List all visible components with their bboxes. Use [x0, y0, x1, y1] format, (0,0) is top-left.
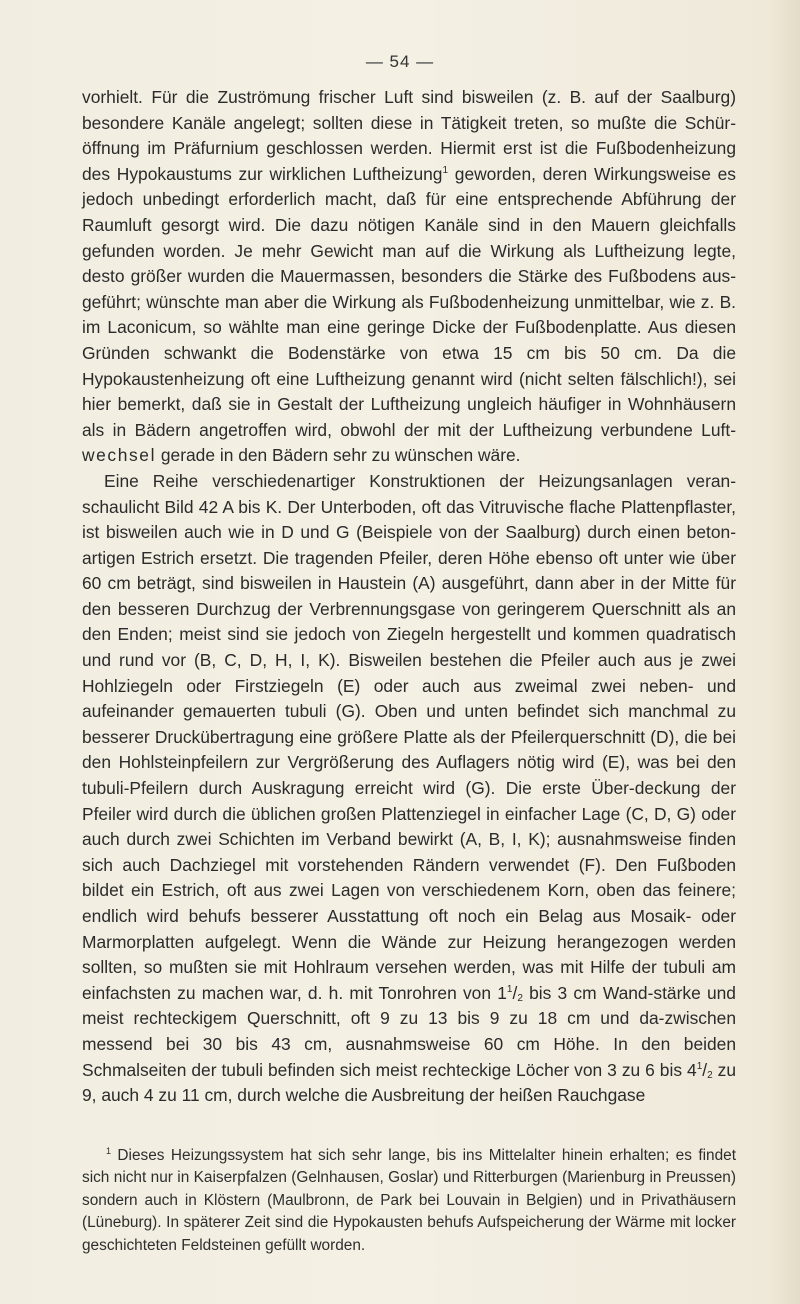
fraction: $4^1/_2$	[687, 1059, 713, 1081]
fraction-denominator: 2	[707, 1069, 713, 1081]
fraction-numerator: 1	[506, 983, 513, 995]
fraction: $1^1/_2$	[497, 982, 523, 1004]
fraction-denominator: 2	[517, 992, 523, 1004]
fraction-whole: 4	[687, 1059, 697, 1080]
footnote-paragraph	[82, 1145, 736, 1257]
fraction-whole: 1	[497, 982, 507, 1003]
text-run: vorhielt. Für die Zuströmung frischer Luft sind bisweilen (z. B. auf der Saalburg) besondere Kanäle angelegt; sollten diese in Tätigkeit treten, so mußte die Schür-öffnung im Präfurnium geschlossen werden. Hiermit erst ist die Fußbodenheizung des Hypokaustums zur wirklichen Luftheizung	[82, 87, 736, 184]
text-run: geworden, deren Wirkungsweise es jedoch unbedingt erforderlich macht, daß für eine entsprechende Abführung der Raumluft gesorgt wird. Die dazu nötigen Kanäle sind in den Mauern gleichfalls gefunden worden. Je mehr Gewicht man auf die Wirkung als Luftheizung legte, desto größer wurden die Mauermassen, besonders die Stärke des Fußbodens aus-geführt; wünschte man aber die Wirkung als Fußbodenheizung unmittelbar, wie z. B. im Laconicum, so wählte man eine geringe Dicke der Fußbodenplatte. Aus diesen Gründen schwankt die Bodenstärke von etwa 15 cm bis 50 cm. Da die Hypokaustenheizung oft eine Luftheizung genannt wird (nicht selten fälschlich!), sei hier bemerkt, daß sie in Gestalt der Luftheizung ungleich häufiger in Wohnhäusern als in Bädern angetroffen wird, obwohl der mit der Luftheizung verbundene Luft-	[82, 163, 736, 440]
text-run: zu 9, auch 4 zu 11 cm, durch welche die Ausbreitung der heißen Rauchgase	[82, 1059, 736, 1106]
footnote-marker: 1	[106, 1146, 112, 1156]
text-run: Eine Reihe verschiedenartiger Konstruktionen der Heizungsanlagen veran-schaulicht Bild 42 A bis K. Der Unterboden, oft das Vitruvische flache Plattenpflaster, ist bisweilen auch wie in D und G (Beispiele von der Saalburg) durch einen beton-artigen Estrich ersetzt. Die tragenden Pfeiler, deren Höhe ebenso oft unter wie über 60 cm beträgt, sind bisweilen in Haustein (A) ausgeführt, dann aber in der Mitte für den besseren Durchzug der Verbrennungsgase von geringerem Querschnitt als an den Enden; meist sind sie jedoch von Ziegeln hergestellt und kommen quadratisch und rund vor (B, C, D, H, I, K). Bisweilen bestehen die Pfeiler auch aus je zwei Hohlziegeln oder Firstziegeln (E) oder auch aus zweimal zwei neben- und aufeinander gemauerten tubuli (G). Oben und unten befindet sich manchmal zu besserer Druckübertragung eine größere Platte als der Pfeilerquerschnitt (D), die bei den Hohlsteinpfeilern zur Vergrößerung des Auflagers nötig wird (E), was bei den tubuli-Pfeilern durch Auskragung erreicht wird (G). Die erste Über-deckung der Pfeiler wird durch die üblichen großen Plattenziegel in einfacher Lage (C, D, G) oder auch durch zwei Schichten im Verband bewirkt (A, B, I, K); ausnahmsweise finden sich auch Dachziegel mit vorstehenden Rändern verwendet (F). Den Fußboden bildet ein Estrich, oft aus zwei Lagen von verschiedenem Korn, oben das feinere; endlich wird behufs besserer Ausstattung oft noch ein Belag aus Mosaik- oder Marmorplatten aufgelegt. Wenn die Wände zur Heizung herangezogen werden sollten, so mußten sie mit Hohlraum versehen werden, was mit Hilfe der tubuli am einfachsten zu machen war, d. h. mit Tonrohren von	[82, 470, 736, 1003]
paragraph	[82, 85, 736, 469]
text-run: bis 3 cm Wand-stärke und meist rechteckigem Querschnitt, oft 9 zu 13 bis 9 zu 18 cm und da-zwischen messend bei 30 bis 43 cm, ausnahmsweise 60 cm Höhe. In den beiden Schmalseiten der tubuli befinden sich meist rechteckige Löcher von 3 zu 6 bis	[82, 982, 736, 1080]
emphasized-word: wechsel	[82, 445, 157, 466]
main-text	[82, 85, 736, 1109]
fraction-numerator: 1	[696, 1060, 703, 1072]
paragraph	[82, 469, 736, 1109]
footnote	[82, 1145, 736, 1257]
footnote-reference[interactable]: 1	[442, 164, 449, 176]
footnote-text: Dieses Heizungssystem hat sich sehr lange, bis ins Mittelalter hinein erhalten; es findet sich nicht nur in Kaiserpfalzen (Gelnhausen, Goslar) und Ritterburgen (Marienburg in Preussen) sondern auch in Klöstern (Maulbronn, de Park bei Louvain in Belgien) und in Privathäusern (Lüneburg). In späterer Zeit sind die Hypokausten behufs Aufspeicherung der Wärme mit locker geschichteten Feldsteinen gefüllt worden.	[82, 1147, 736, 1254]
text-run: gerade in den Bädern sehr zu wünschen wäre.	[156, 445, 521, 466]
page-number: — 54 —	[365, 52, 435, 71]
